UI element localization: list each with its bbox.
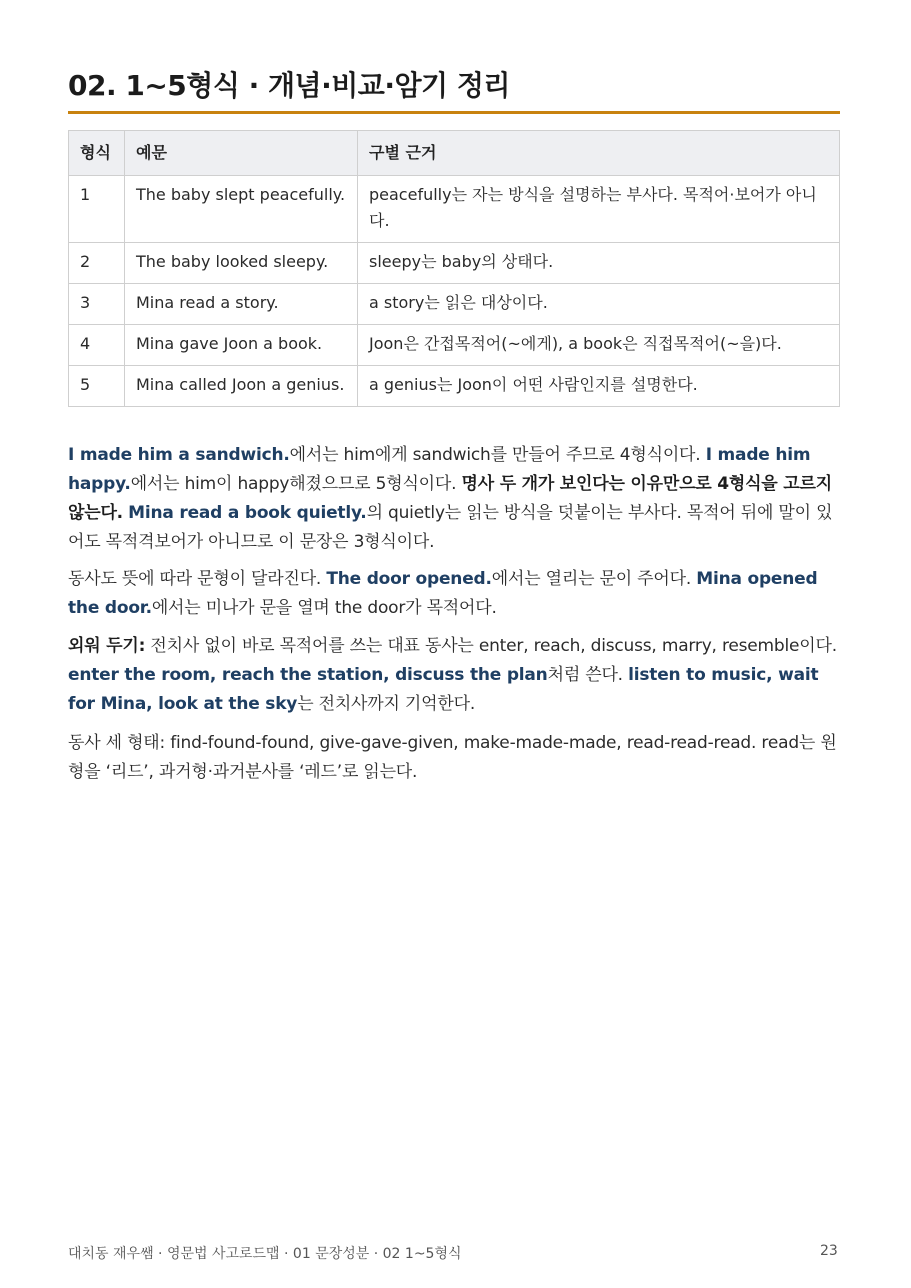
sentence-pattern-table	[68, 130, 840, 407]
body-text: 의 quietly는 읽는 방식을 덧붙이는 부사다. 목적어 뒤에 말이 있어도 목적격보어가 아니므로 이 문장은 3형식이다.	[68, 503, 833, 552]
body-text: 에서는 미나가 문을 열며 the door가 목적어다.	[151, 598, 497, 618]
cell-reason: a genius는 Joon이 어떤 사람인지를 설명한다.	[358, 366, 840, 407]
memorize-label: 외워 두기:	[68, 636, 146, 656]
body-text: 에서는 him에게 sandwich를 만들어 주므로 4형식이다.	[289, 445, 706, 465]
cell-pattern: 5	[69, 366, 125, 407]
body-text: 처럼 쓴다.	[547, 665, 629, 685]
table-row	[69, 325, 840, 366]
example-sentence: I made him a sandwich.	[68, 445, 290, 465]
body-text: 동사도 뜻에 따라 문형이 달라진다.	[68, 569, 327, 589]
body-text: 는 전치사까지 기억한다.	[297, 694, 476, 714]
paragraph-verb-meaning	[68, 565, 840, 623]
cell-reason: Joon은 간접목적어(~에게), a book은 직접목적어(~을)다.	[358, 325, 840, 366]
table-row	[69, 176, 840, 243]
table-row	[69, 366, 840, 407]
example-sentence: I made him happy.	[68, 445, 811, 494]
header-reason: 구별 근거	[358, 131, 840, 176]
cell-pattern: 3	[69, 284, 125, 325]
cell-example: Mina gave Joon a book.	[125, 325, 358, 366]
cell-pattern: 1	[69, 176, 125, 243]
cell-example: The baby looked sleepy.	[125, 243, 358, 284]
cell-reason: peacefully는 자는 방식을 설명하는 부사다. 목적어·보어가 아니다.	[358, 176, 840, 243]
cell-example: The baby slept peacefully.	[125, 176, 358, 243]
body-text: 에서는 him이 happy해졌으므로 5형식이다.	[130, 474, 462, 494]
example-phrases: enter the room, reach the station, discuss the plan	[68, 665, 548, 685]
emphasis-text: 명사 두 개가 보인다는 이유만으로 4형식을 고르지 않는다.	[68, 474, 832, 523]
page-title: 02. 1~5형식 · 개념·비교·암기 정리	[68, 69, 510, 102]
cell-pattern: 4	[69, 325, 125, 366]
cell-reason: sleepy는 baby의 상태다.	[358, 243, 840, 284]
paragraph-verb-forms	[68, 729, 840, 787]
body-text: 에서는 열리는 문이 주어다.	[491, 569, 697, 589]
paragraph-memorize	[68, 632, 840, 719]
example-sentence: Mina read a book quietly.	[128, 503, 367, 523]
example-sentence: Mina opened the door.	[68, 569, 818, 618]
header-example: 예문	[125, 131, 358, 176]
body-text: 전치사 없이 바로 목적어를 쓰는 대표 동사는 enter, reach, discuss, marry, resemble이다.	[145, 636, 837, 656]
table-row	[69, 243, 840, 284]
cell-reason: a story는 읽은 대상이다.	[358, 284, 840, 325]
example-phrases: listen to music, wait for Mina, look at the sky	[68, 665, 819, 714]
cell-example: Mina read a story.	[125, 284, 358, 325]
title-underline	[68, 111, 840, 114]
paragraph-pattern-comparison	[68, 441, 840, 557]
example-sentence: The door opened.	[326, 569, 492, 589]
table-header-row	[69, 131, 840, 176]
body-text: 동사 세 형태: find-found-found, give-gave-given, make-made-made, read-read-read. read는 원형을 ‘리드’, 과거형·과거분사를 ‘레드’로 읽는다.	[68, 733, 837, 782]
cell-example: Mina called Joon a genius.	[125, 366, 358, 407]
cell-pattern: 2	[69, 243, 125, 284]
footer-breadcrumb: 대치동 재우쌤 · 영문법 사고로드맵 · 01 문장성분 · 02 1~5형식	[68, 1246, 462, 1262]
header-pattern: 형식	[69, 131, 125, 176]
table-row	[69, 284, 840, 325]
page-number: 23	[820, 1243, 838, 1259]
